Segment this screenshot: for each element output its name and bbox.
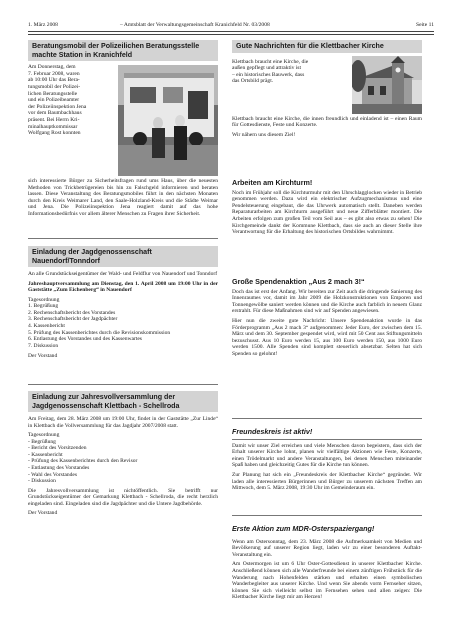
article-kirche (232, 40, 422, 141)
article-text: Hier nun die zweite gute Nachricht: Unsere Spendenaktion wurde in das Förderprogramm „Aus 2 mach 3“ aufgenommen: Jeder Euro, der zwischen dem 15. März und dem 30. September gespendet wird, wird mit 50 Cent aus Stiftungsmitteln bezuschusst. Aus 10 Euro werden 15, aus 100 Euro werden 150, aus 1000 Euro werden 1500. Alle Spenden sind komplett steuerlich absetzbar. Selten hat sich Spenden so gelohnt! (232, 317, 422, 357)
article-jagd-klettbach (28, 391, 218, 517)
text-line: tungsmobil der Polizei- (28, 83, 81, 90)
agenda-item: 1. Begrüßung (28, 303, 59, 310)
signature: Der Vorstand (28, 353, 58, 360)
text-line: und ein Polizeibeamter (28, 97, 80, 104)
section-heading: Große Spendenaktion „Aus 2 mach 3!“ (232, 277, 365, 286)
article-text: An alle Grundstückseigentümer der Wald- und Feldflur von Nauendorf und Tonndorf (28, 271, 218, 278)
text-line: ab 10:00 Uhr das Bera- (28, 77, 80, 84)
agenda-item: - Diskussion (28, 478, 56, 485)
article-separator (232, 515, 422, 516)
agenda-item: - Kassenbericht (28, 451, 63, 458)
article-heading: Einladung zur Jahresvollversammlung der Jagdgenossenschaft Klettbach - Schellroda (28, 391, 218, 412)
agenda-item: - Prüfung des Kassenberichtes durch den Revisor (28, 458, 138, 465)
signature: Der Vorstand (28, 510, 58, 517)
section-rule (232, 439, 422, 440)
article-osterspaziergang (232, 522, 422, 604)
article-text: Wir nähern uns diesem Ziel! (232, 131, 296, 138)
header-page: Seite 11 (416, 22, 434, 28)
agenda-item: - Wahl des Vorstandes (28, 471, 78, 478)
text-line: Klettbach braucht eine Kirche, die (232, 58, 309, 65)
article-spendenaktion (232, 275, 422, 360)
text-line: lichen Beratungsstelle (28, 90, 78, 97)
photo-church (352, 56, 422, 114)
text-line: der Polizeiinspektion Jena (28, 103, 87, 110)
article-separator (28, 238, 218, 239)
text-line: – ein historisches Bauwerk, dass (232, 71, 305, 78)
page-header (28, 22, 434, 29)
article-bold-text: Jahreshauptversammlung am Dienstag, den 1. April 2008 um 19:00 Uhr in der Gaststätte „Zum Eichenberg“ in Nauendorf (28, 280, 218, 294)
text-line: präsent. Bei Herrn Kri- (28, 116, 80, 123)
article-heading: Einladung der Jagdgenossenschaft Nauendorf/Tonndorf (28, 246, 218, 267)
header-rule (28, 31, 434, 32)
article-text: Damit wir unser Ziel erreichen und viele Menschen davon begeistern, dass sich der Erhalt unserer Kirche lohnt, planen wir vielfältige Aktionen wie Feste, Konzerte, einen Trödelmarkt und andere Veranstaltungen, bei denen Menschen miteinander Spaß haben und gleichzeitig Gutes für die Kirche tun können. (232, 442, 422, 469)
article-text: sich interessierte Bürger zu Sicherheitsfragen rund ums Haus, über die neuesten Methoden von Trickbetrügereien bis hin zu Falschgeld informieren und beraten lassen. Diese Veranstaltung des Beratungsmobiles führt in den nächsten Monaten durch den Kreis Weimarer Land, den Saale-Holzland-Kreis und die Städte Weimar und Jena. Die Polizeiinspektion Jena reagiert damit auf das hohe Informationsbedürfnis vor allem älterer Menschen zu Fragen ihrer Sicherheit. (28, 178, 218, 217)
article-heading: Gute Nachrichten für die Klettbacher Kirche (232, 40, 422, 53)
text-line: das Ortsbild prägt. (232, 78, 274, 85)
agenda-title: Tagesordnung (28, 432, 60, 439)
header-rule-2 (28, 34, 434, 35)
article-text: Wenn am Ostersonntag, dem 23. März 2008 die Aufmerksamkeit von Medien und Bevölkerung auf unserer Region liegt, laden wir zu einer besonderen Auftakt-Veranstaltung ein. (232, 538, 422, 558)
text-line: minalhauptkommissar (28, 123, 78, 130)
article-text: Die Jahresvollversammlung ist nichtöffentlich. Sie betrifft nur Grundstückseigentümer der Gemarkung Klettbach - Schellroda, die recht herzlich eingeladen sind. Eingeladen sind die Jagdpächter und die Untere Jagdbehörde. (28, 487, 218, 507)
text-line: vor dem Baumbachhaus (28, 110, 82, 117)
photo-beratungsmobil (118, 65, 218, 176)
article-text: Doch das ist erst der Anfang. Wir bereiten zur Zeit auch die dringende Sanierung des Innenraumes vor, damit im Jahr 2009 die Holzkonstruktionen von Emporen und Tonnengewölbe saniert werden können und die Kirche auch farblich in neuem Glanz erstrahlt. Für diese Maßnahmen sind wir auf Spenden angewiesen. (232, 288, 422, 315)
text-line: Am Donnerstag, dem (28, 64, 76, 71)
agenda-item: 3. Rechenschaftsbericht der Jagdpächter (28, 316, 118, 323)
article-freundeskreis (232, 425, 422, 495)
article-kirchturm (232, 176, 422, 239)
agenda-item: - Begrüßung (28, 438, 56, 445)
agenda-item: 6. Entlastung des Vorstandes und des Kassenwartes (28, 336, 142, 343)
article-heading: Beratungsmobil der Polizeilichen Beratungsstelle machte Station in Kranichfeld (28, 40, 218, 61)
article-beratungsmobil (28, 40, 218, 220)
agenda-item: 5. Prüfung des Kassenberichtes durch die Revisionskommission (28, 329, 171, 336)
article-separator (28, 384, 218, 385)
agenda-item: - Entlastung des Vorstandes (28, 465, 90, 472)
text-line: Wolfgang Rost konnten (28, 130, 81, 137)
section-heading: Freundeskreis ist aktiv! (232, 427, 313, 436)
section-heading: Erste Aktion zum MDR-Osterspaziergang! (232, 524, 375, 533)
article-text: Noch im Frühjahr soll die Kirchturmuhr mit den Uhrschlagglocken wieder in Betrieb genommen werden. Dazu wird ein elektrischer Aufzugmechanismus und eine Pendelsteuerung eingebaut, die das Uhrwerk automatisch stellt. Daneben werden Reparaturarbeiten am Kirchturm ausgeführt und neue Zifferblätter montiert. Die Arbeiten erfolgen zum großen Teil vom Seil aus – es gibt also etwas zu sehen! Die Kirchgemeinde dankt der Kommune Klettbach, dass sie auch an dieser Stelle ihre Verantwortung für die Erhaltung des historischen Ortsbildes wahrnimmt. (232, 189, 422, 236)
article-separator (232, 418, 422, 419)
header-title: – Amtsblatt der Verwaltungsgemeinschaft Kranichfeld Nr. 03/2008 (120, 22, 270, 28)
agenda-item: 4. Kassenbericht (28, 323, 65, 330)
article-text: Am Ostermorgen ist um 6 Uhr Oster-Gottesdienst in unserer Klettbacher Kirche. Anschließend können sich alle Wanderfreunde bei einem zünftigen Frühstück für die Wanderung nach Hohenfelden stärken und erhalten einen symbolischen Wanderbegleiter aus unserer Kirche. Und wenn Sie abends vorm Fernseher sitzen, können Sie sich vielleicht selbst im Fernsehen sehen und allen zeigen: Die Klettbacher Kirche liegt mir am Herzen! (232, 561, 422, 601)
agenda-title: Tagesordnung (28, 296, 60, 303)
article-text: Am Freitag, dem 28. März 2008 um 19:00 Uhr, findet in der Gaststätte „Zur Linde“ in Klettbach die Vollversammlung für das Jagdjahr 2007/2008 statt. (28, 416, 218, 429)
header-date: 1. März 2008 (28, 22, 58, 28)
article-jagd-nauendorf (28, 246, 218, 360)
section-heading: Arbeiten am Kirchturm! (232, 178, 313, 187)
text-line: 7. Februar 2008, waren (28, 70, 80, 77)
article-text: Klettbach braucht eine Kirche, die innen freundlich und einladend ist – einen Raum für Gottesdienste, Feste und Konzerte. (232, 115, 422, 129)
agenda-item: 2. Rechenschaftsbericht des Vorstandes (28, 309, 116, 316)
article-text: Zur Planung hat sich ein „Freundeskreis der Klettbacher Kirche“ gegründet. Wir laden alle interessierten Bürgerinnen und Bürger zu unserem nächsten Treffen am Mittwoch, dem 5. März 2008, 19:30 Uhr im Gemeinderaum ein. (232, 471, 422, 492)
agenda-item: 7. Diskussion (28, 342, 59, 349)
agenda-item: - Bericht des Vorsitzenden (28, 445, 87, 452)
text-line: außen gepflegt und attraktiv ist (232, 65, 302, 72)
